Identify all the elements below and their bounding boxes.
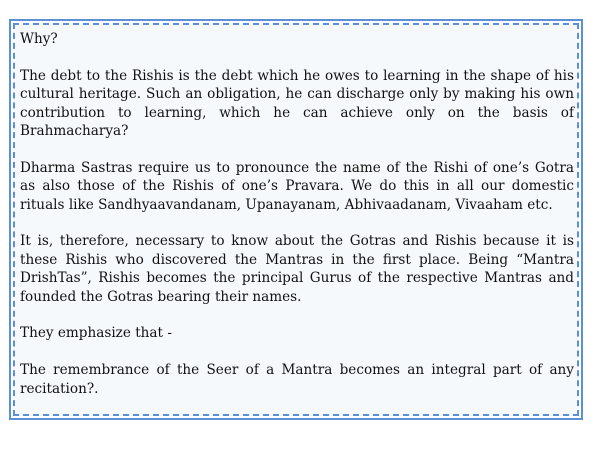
paragraph-remembrance: The remembrance of the Seer of a Mantra becomes an integral part of any recitation?.: [20, 362, 574, 397]
paragraph-why: Why?: [20, 31, 58, 47]
paragraph-gotras-and-rishis: It is, therefore, necessary to know about the Gotras and Rishis because it is these Rishis who discovered the Mantras in the first place. Being “Mantra DrishTas”, Rishis becomes the principal Gurus of the respective Mantras and founded the Gotras bearing their names.: [20, 233, 574, 305]
paragraph-debt-to-rishis: The debt to the Rishis is the debt which he owes to learning in the shape of his cultural heritage. Such an obligation, he can discharge only by making his own contribution to learning, which he can achieve only on the basis of Brahmacharya?: [20, 67, 574, 140]
text-box-outer-border: [9, 19, 583, 420]
paragraph-emphasize: They emphasize that -: [20, 325, 172, 342]
paragraph-dharma-sastras: Dharma Sastras require us to pronounce the name of the Rishi of one’s Gotra as also those of the Rishis of one’s Pravara. We do this in all our domestic rituals like Sandhyaavandanam, Upanayanam, Abhivaadanam, Vivaaham etc.: [20, 159, 574, 213]
text-body: [20, 30, 574, 398]
text-box: [13, 23, 579, 416]
